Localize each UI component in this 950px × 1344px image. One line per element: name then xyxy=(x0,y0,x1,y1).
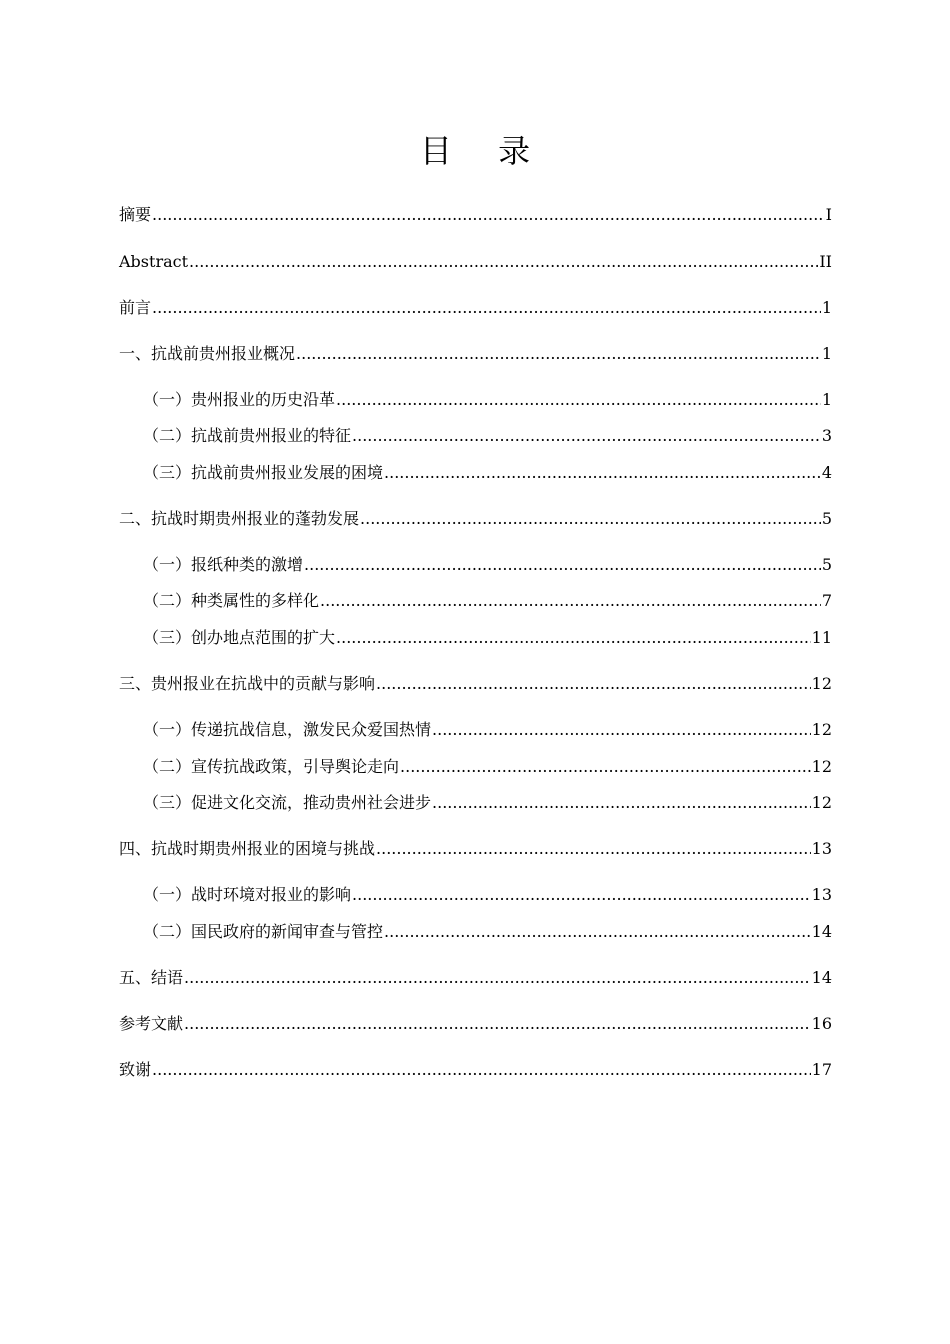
toc-dot-leader xyxy=(360,507,821,531)
toc-entry-label: （三）抗战前贵州报业发展的困境 xyxy=(143,463,384,482)
toc-page-number: 12 xyxy=(811,793,832,812)
toc-page-number: 13 xyxy=(811,839,832,858)
toc-entry-abstract-cn[interactable] xyxy=(119,203,832,227)
toc-page-number: 12 xyxy=(811,757,832,776)
toc-entry-section-2-1[interactable] xyxy=(143,553,832,577)
toc-page-number: 1 xyxy=(821,344,832,363)
toc-dot-leader xyxy=(320,589,821,613)
toc-entry-section-3-1[interactable] xyxy=(143,718,832,742)
toc-dot-leader xyxy=(432,718,811,742)
toc-entry-section-1-1[interactable] xyxy=(143,388,832,412)
toc-entry-label: 四、抗战时期贵州报业的困境与挑战 xyxy=(119,839,376,858)
toc-dot-leader xyxy=(432,791,811,815)
toc-entry-label: （一）战时环境对报业的影响 xyxy=(143,885,352,904)
toc-dot-leader xyxy=(352,424,821,448)
toc-entry-section-1-3[interactable] xyxy=(143,461,832,485)
toc-entry-label: 五、结语 xyxy=(119,968,184,987)
toc-page-number: 14 xyxy=(811,922,832,941)
toc-page-number: 4 xyxy=(821,463,832,482)
toc-dot-leader xyxy=(336,388,821,412)
toc-entry-label: （二）种类属性的多样化 xyxy=(143,591,320,610)
toc-entry-label: （一）报纸种类的激增 xyxy=(143,555,304,574)
toc-entry-label: 前言 xyxy=(119,298,152,317)
toc-page-number: 3 xyxy=(821,426,832,445)
toc-page-number: 11 xyxy=(811,628,832,647)
toc-page-number: 14 xyxy=(811,968,832,987)
toc-dot-leader xyxy=(352,883,811,907)
toc-dot-leader xyxy=(384,461,821,485)
toc-dot-leader xyxy=(376,672,811,696)
toc-entry-abstract-en[interactable] xyxy=(119,250,832,274)
toc-entry-chapter-3[interactable] xyxy=(119,672,832,696)
toc-entry-chapter-4[interactable] xyxy=(119,837,832,861)
toc-entry-references[interactable] xyxy=(119,1012,832,1036)
toc-page-number: 1 xyxy=(821,390,832,409)
toc-entry-chapter-1[interactable] xyxy=(119,342,832,366)
toc-entry-label: 摘要 xyxy=(119,205,152,224)
toc-entry-label: 一、抗战前贵州报业概况 xyxy=(119,344,296,363)
toc-page-number: 13 xyxy=(811,885,832,904)
toc-entry-preface[interactable] xyxy=(119,296,832,320)
toc-entry-label: Abstract xyxy=(119,252,189,271)
toc-page-number: 17 xyxy=(811,1060,832,1079)
toc-page-number: 16 xyxy=(811,1014,832,1033)
toc-entry-label: 二、抗战时期贵州报业的蓬勃发展 xyxy=(119,509,360,528)
toc-page-number: II xyxy=(819,252,832,271)
toc-dot-leader xyxy=(152,203,825,227)
toc-entry-label: （一）贵州报业的历史沿革 xyxy=(143,390,336,409)
toc-dot-leader xyxy=(152,296,821,320)
toc-dot-leader xyxy=(304,553,821,577)
toc-entry-section-2-3[interactable] xyxy=(143,626,832,650)
toc-dot-leader xyxy=(184,966,811,990)
toc-entry-label: 三、贵州报业在抗战中的贡献与影响 xyxy=(119,674,376,693)
toc-entry-label: （三）创办地点范围的扩大 xyxy=(143,628,336,647)
toc-dot-leader xyxy=(152,1058,811,1082)
toc-entry-label: （三）促进文化交流，推动贵州社会进步 xyxy=(143,793,432,812)
toc-dot-leader xyxy=(189,250,818,274)
toc-entry-label: （二）抗战前贵州报业的特征 xyxy=(143,426,352,445)
toc-page-number: 5 xyxy=(821,509,832,528)
toc-page-number: 12 xyxy=(811,720,832,739)
toc-entry-label: （二）宣传抗战政策，引导舆论走向 xyxy=(143,757,400,776)
toc-entry-section-4-2[interactable] xyxy=(143,920,832,944)
toc-dot-leader xyxy=(336,626,811,650)
toc-dot-leader xyxy=(184,1012,811,1036)
toc-entry-label: （二）国民政府的新闻审查与管控 xyxy=(143,922,384,941)
toc-entry-section-4-1[interactable] xyxy=(143,883,832,907)
toc-entry-label: 参考文献 xyxy=(119,1014,184,1033)
toc-entry-label: 致谢 xyxy=(119,1060,152,1079)
toc-dot-leader xyxy=(384,920,811,944)
toc-dot-leader xyxy=(400,755,811,779)
toc-dot-leader xyxy=(376,837,811,861)
toc-entry-section-3-2[interactable] xyxy=(143,755,832,779)
toc-entry-section-3-3[interactable] xyxy=(143,791,832,815)
toc-entry-section-1-2[interactable] xyxy=(143,424,832,448)
toc-page-number: 12 xyxy=(811,674,832,693)
toc-entry-acknowledgements[interactable] xyxy=(119,1058,832,1082)
toc-page-number: 7 xyxy=(821,591,832,610)
toc-page-number: 1 xyxy=(821,298,832,317)
toc-page-number: I xyxy=(825,205,832,224)
toc-page-number: 5 xyxy=(821,555,832,574)
toc-entry-chapter-2[interactable] xyxy=(119,507,832,531)
toc-entry-conclusion[interactable] xyxy=(119,966,832,990)
toc-entry-label: （一）传递抗战信息，激发民众爱国热情 xyxy=(143,720,432,739)
page-title: 目 录 xyxy=(419,132,549,170)
toc-entry-section-2-2[interactable] xyxy=(143,589,832,613)
toc-dot-leader xyxy=(296,342,821,366)
